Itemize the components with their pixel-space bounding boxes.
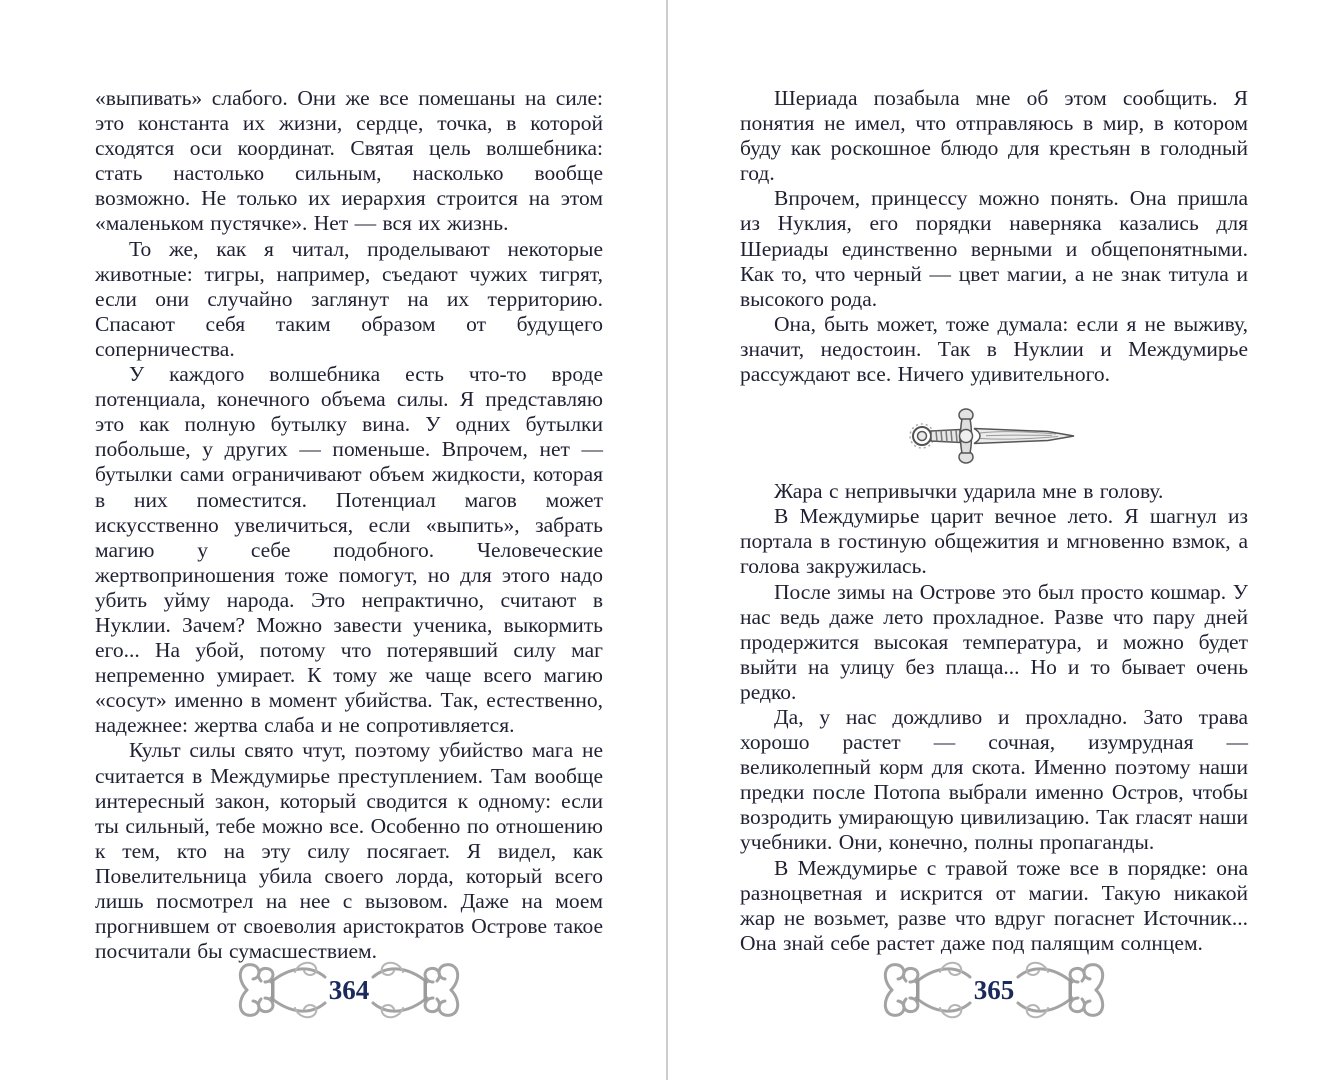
paragraph: Культ силы свято чтут, поэтому убийство мага не считается в Междумирье преступлением. Там вообще интересный закон, который сводится к одному: если ты сильный, тебе можно все. Особенно по отношению к тем, кто на эту силу посягает. Я видел, как Повелительница убила своего лорда, который всего лишь посмотрел на нее с вызовом. Даже на моем прогнившем от своеволия аристократов Острове такое посчитали бы сумасшествием. [95,738,603,964]
section-separator [740,405,1248,467]
paragraph: У каждого волшебника есть что-то вроде потенциала, конечного объема силы. Я представляю это как полную бутылку вина. У одних бутылки побольше, у других — поменьше. Впрочем, нет — бутылки сами ограничивают объем жидкости, которая в них поместится. Потенциал магов может искусственно увеличиться, если «выпить», забрать магию у себе подобного. Человеческие жертвоприношения тоже помогут, но для этого надо убить уйму народа. Это непрактично, считают в Нуклии. Зачем? Можно завести ученика, выкормить его... На убой, потому что потерявший силу маг непременно умирает. К тому же чаще всего магию «сосут» именно в момент убийства. Так, естественно, надежнее: жертва слаба и не сопротивляется. [95,362,603,738]
paragraph: В Междумирье с травой тоже все в порядке: она разноцветная и искрится от магии. Такую никакой жар не возьмет, разве что вдруг погаснет Источник... Она знай себе растет даже под палящим солнцем. [740,855,1248,955]
page-number: 364 [328,975,370,1005]
paragraph: Шериада позабыла мне об этом сообщить. Я понятия не имел, что отправляюсь в мир, в котором буду как роскошное блюдо для крестьян в голодный год. [740,86,1248,186]
left-page-text-column [95,86,603,964]
scrollwork-flourish-icon [231,952,467,1028]
page-number: 365 [973,975,1015,1005]
paragraph: Она, быть может, тоже думала: если я не выживу, значит, недостоин. Так в Нуклии и Междумирье рассуждают все. Ничего удивительного. [740,311,1248,387]
left-page-folio [231,952,467,1028]
paragraph: После зимы на Острове это был просто кошмар. У нас ведь даже лето прохладное. Разве что пару дней продержится высокая температура, и можно будет выйти на улицу без плаща... Но и то бывает очень редко. [740,579,1248,704]
paragraph: В Междумирье царит вечное лето. Я шагнул из портала в гостиную общежития и мгновенно взмок, а голова закружилась. [740,504,1248,579]
paragraph: Впрочем, принцессу можно понять. Она пришла из Нуклия, его порядки наверняка казались для Шериады единственно верными и общепонятными. Как то, что черный — цвет магии, а не знак титула и высокого рода. [740,186,1248,311]
paragraph: То же, как я читал, проделывают некоторые животные: тигры, например, съедают чужих тигрят, если они случайно заглянут на их территорию. Спасают себя таким образом от будущего соперничества. [95,236,603,361]
right-page-text-column [740,86,1248,956]
paragraph: Жара с непривычки ударила мне в голову. [774,479,1164,504]
dagger-icon [908,407,1080,465]
page-gutter-divider [666,0,668,1080]
right-page-folio [876,952,1112,1028]
left-page [95,86,603,1080]
right-page [740,86,1248,1080]
paragraph: Да, у нас дождливо и прохладно. Зато трава хорошо растет — сочная, изумрудная — великолепный корм для скота. Именно поэтому наши предки после Потопа выбрали именно Остров, чтобы возродить умирающую цивилизацию. Так гласят наши учебники. Они, конечно, полны пропаганды. [740,704,1248,855]
paragraph: «выпивать» слабого. Они же все помешаны на силе: это константа их жизни, сердце, точка, в которой сходятся оси координат. Святая цель волшебника: стать настолько сильным, насколько вообще возможно. Не только их иерархия строится на этом «маленьком пустячке». Нет — вся их жизнь. [95,86,603,236]
scrollwork-flourish-icon [876,952,1112,1028]
